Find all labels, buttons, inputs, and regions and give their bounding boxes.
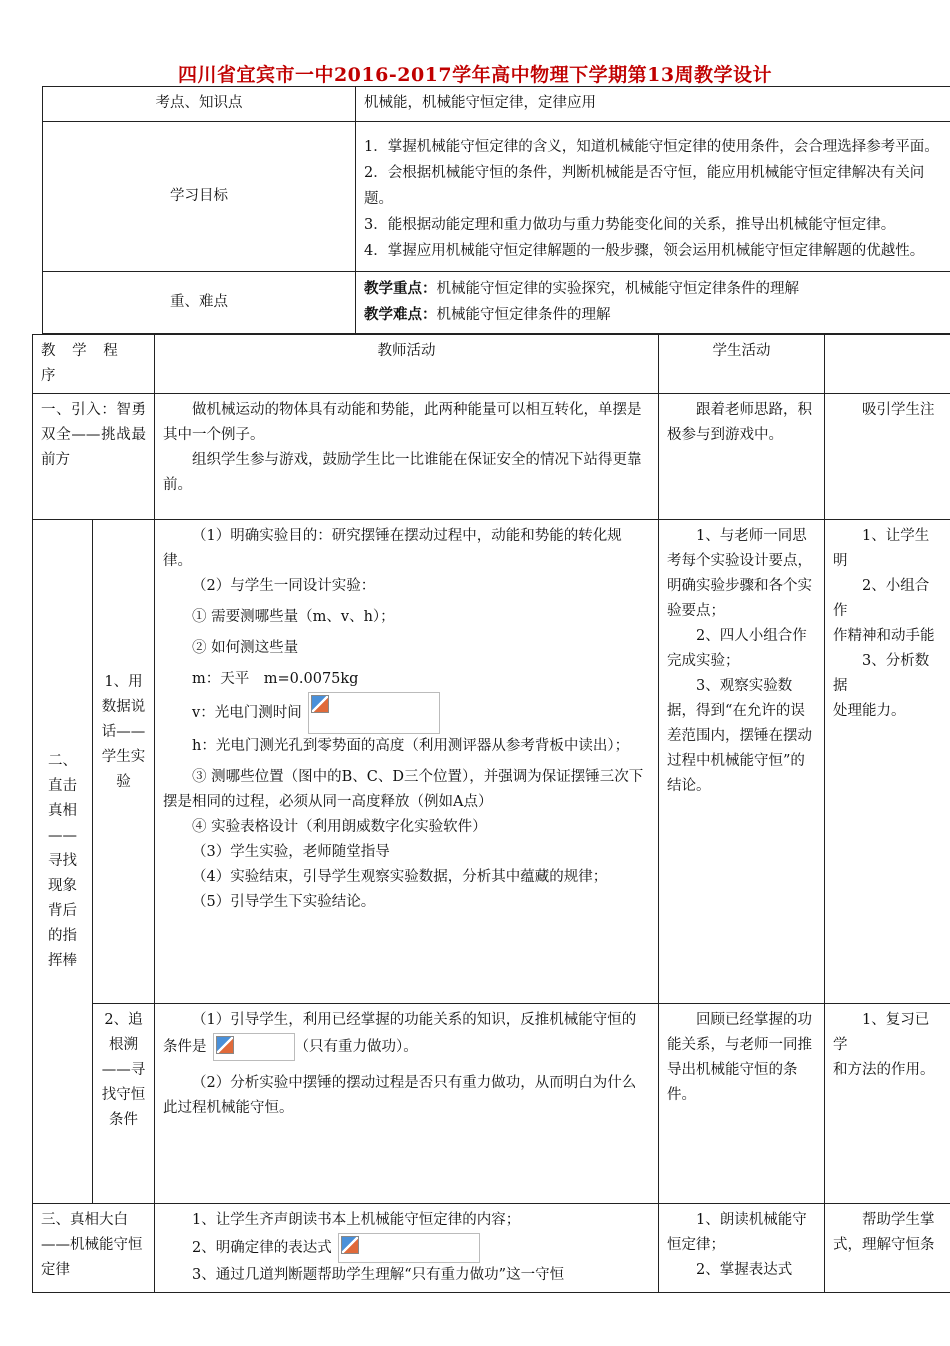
key-point: 机械能守恒定律的实验探究，机械能守恒定律条件的理解 — [436, 281, 799, 297]
key-content — [356, 272, 950, 334]
stage-2: 二、直击真相——寻找现象背后的指挥棒 — [33, 520, 93, 1204]
knowledge-label: 考点、知识点 — [43, 87, 356, 122]
key-point-label: 教学重点： — [364, 280, 437, 297]
intent-experiment: 1、让学生明 2、小组合作 作精神和动手能 3、分析数据 处理能力。 — [825, 520, 950, 1004]
teacher-intro: 做机械运动的物体具有动能和势能，此两种能量可以相互转化，单摆是其中一个例子。 组织学生参与游戏，鼓励学生比一比谁能在保证安全的情况下站得更靠前。 — [155, 394, 659, 520]
teacher-derivation: （1）引导学生，利用已经掌握的功能关系的知识，反推机械能守恒的条件是 （只有重力做功）。 （2）分析实验中摆锤的摆动过程是否只有重力做功，从而明白为什么此过程机械能守恒。 — [155, 1004, 659, 1204]
student-derivation: 回顾已经掌握的功能关系，与老师一同推导出机械能守恒的条件。 — [659, 1004, 825, 1204]
col-teacher: 教师活动 — [155, 335, 659, 394]
program-table — [32, 334, 950, 1293]
goals-list — [356, 122, 950, 272]
intent-intro: 吸引学生注 — [825, 394, 950, 520]
col-intent — [825, 335, 950, 394]
goals-label: 学习目标 — [43, 122, 356, 272]
formula-image-placeholder — [338, 1233, 480, 1263]
key-label: 重、难点 — [43, 272, 356, 334]
student-law: 1、朗读机械能守恒定律； 2、掌握表达式 — [659, 1204, 825, 1293]
stage-3: 三、真相大白——机械能守恒定律 — [33, 1204, 155, 1293]
stage-intro: 一、引入：智勇双全——挑战最前方 — [33, 394, 155, 520]
goal-item: 1．掌握机械能守恒定律的含义，知道机械能守恒定律的使用条件，会合理选择参考平面。 — [364, 139, 939, 155]
col-program: 教 学 程 序 — [33, 335, 155, 394]
teacher-experiment: （1）明确实验目的：研究摆锤在摆动过程中，动能和势能的转化规律。 （2）与学生一同设计实验： ① 需要测哪些量（m、v、h）； ② 如何测这些量 m：天平 m=0.0075kg v：光电门测时间 h：光电门测光孔到零势面的高度（利用测评器从参考背板中读出）； ③ 测哪些位置（图中的B、C、D三个位置），并强调为保证摆锤三次下摆是相同的过程，必须从同一高度释放（例如A点） ④ 实验表格设计（利用朗威数字化实验软件） （3）学生实验，老师随堂指导 （4）实验结束，引导学生观察实验数据，分析其中蕴藏的规律； （5）引导学生下实验结论。 — [155, 520, 659, 1004]
image-placeholder — [308, 692, 440, 734]
difficulty: 机械能守恒定律条件的理解 — [436, 307, 611, 323]
intent-derivation: 1、复习已学 和方法的作用。 — [825, 1004, 950, 1204]
goal-item: 2．会根据机械能守恒的条件，判断机械能是否守恒，能应用机械能守恒定律解决有关问题。 — [364, 165, 925, 207]
col-student: 学生活动 — [659, 335, 825, 394]
document-title: 四川省宜宾市一中2016-2017学年高中物理下学期第13周教学设计 — [177, 64, 773, 86]
sub-stage-2: 2、追根溯——寻找守恒条件 — [93, 1004, 155, 1204]
sub-stage-1: 1、用数据说话——学生实验 — [93, 520, 155, 1004]
teacher-law: 1、让学生齐声朗读书本上机械能守恒定律的内容； 2、明确定律的表达式 3、通过几道判断题帮助学生理解“只有重力做功”这一守恒 — [155, 1204, 659, 1293]
formula-image-placeholder — [213, 1033, 295, 1061]
student-intro: 跟着老师思路，积极参与到游戏中。 — [659, 394, 825, 520]
intent-law: 帮助学生掌 式，理解守恒条 — [825, 1204, 950, 1293]
goal-item: 4．掌握应用机械能守恒定律解题的一般步骤，领会运用机械能守恒定律解题的优越性。 — [364, 243, 925, 259]
header-table — [42, 86, 950, 334]
student-experiment: 1、与老师一同思考每个实验设计要点，明确实验步骤和各个实验要点； 2、四人小组合作完成实验； 3、观察实验数据，得到“在允许的误差范围内，摆锤在摆动过程中机械能守恒”的结论。 — [659, 520, 825, 1004]
goal-item: 3．能根据动能定理和重力做功与重力势能变化间的关系，推导出机械能守恒定律。 — [364, 217, 896, 233]
knowledge-value: 机械能，机械能守恒定律，定律应用 — [356, 87, 950, 122]
difficulty-label: 教学难点： — [364, 306, 437, 323]
